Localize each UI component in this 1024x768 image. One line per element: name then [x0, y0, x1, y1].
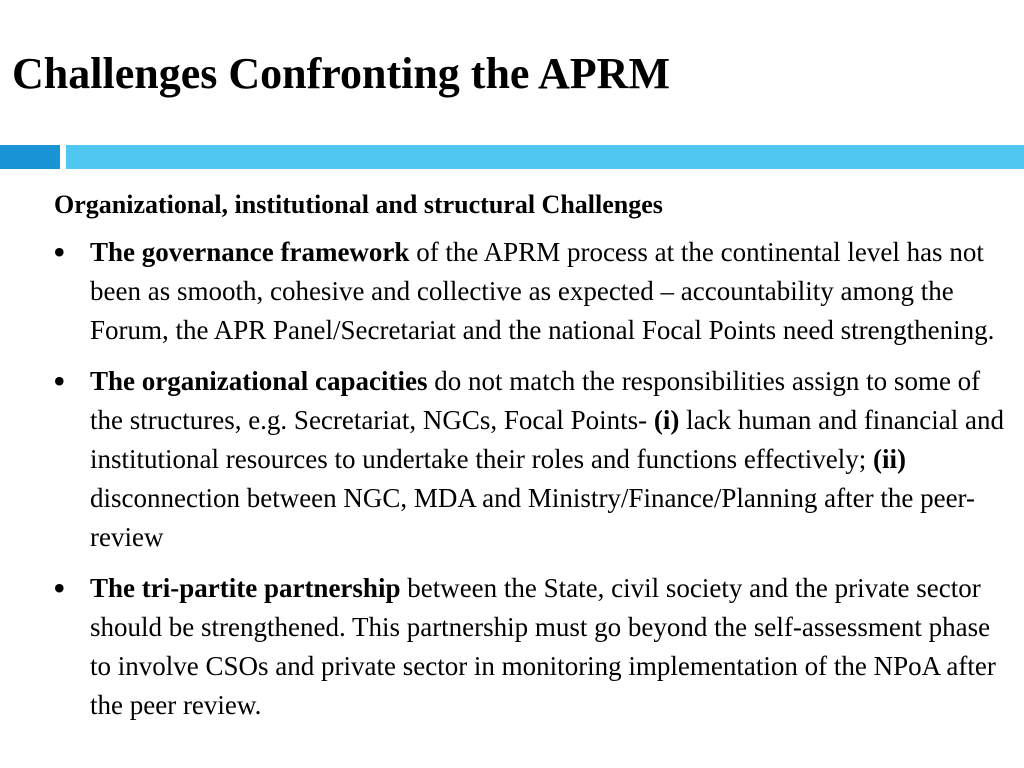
slide-title: Challenges Confronting the APRM — [12, 49, 670, 98]
bullet-item-partnership — [53, 568, 1005, 725]
bullet-item-governance — [53, 232, 1005, 350]
bullet-item-capacities — [53, 361, 1005, 557]
bullet-dot-icon: • — [53, 232, 66, 272]
accent-bar-left — [0, 145, 60, 169]
bullet-text: disconnection between NGC, MDA and Ministry/Finance/Planning after the peer-review — [90, 483, 976, 552]
bullet-text: of the APRM process at the continental level has not been as smooth, cohesive and collective as expected – accountability among the Forum, the APR Panel/Secretariat and the national Focal Points need strengthening. — [90, 237, 995, 345]
bullet-lead: The governance framework — [90, 237, 410, 267]
bullet-dot-icon: • — [53, 568, 66, 608]
bullet-dot-icon: • — [53, 361, 66, 401]
accent-bar-right — [66, 145, 1024, 169]
bullet-text: between the State, civil society and the private sector should be strengthened. This partnership must go beyond the self-assessment phase to involve CSOs and private sector in monitoring implementation of the NPoA after the peer review. — [90, 573, 996, 720]
enumeration-marker: (ii) — [873, 444, 907, 474]
bullet-lead: The organizational capacities — [90, 366, 428, 396]
section-subheading: Organizational, institutional and structural Challenges — [54, 190, 663, 219]
bullet-text: lack human and financial and institutional resources to undertake their roles and functions effectively; — [90, 405, 1004, 474]
enumeration-marker: (i) — [653, 405, 680, 435]
bullet-lead: The tri-partite partnership — [90, 573, 401, 603]
bullet-list — [53, 232, 1005, 725]
bullet-text: do not match the responsibilities assign to some of the structures, e.g. Secretariat, NGCs, Focal Points- — [90, 366, 981, 435]
